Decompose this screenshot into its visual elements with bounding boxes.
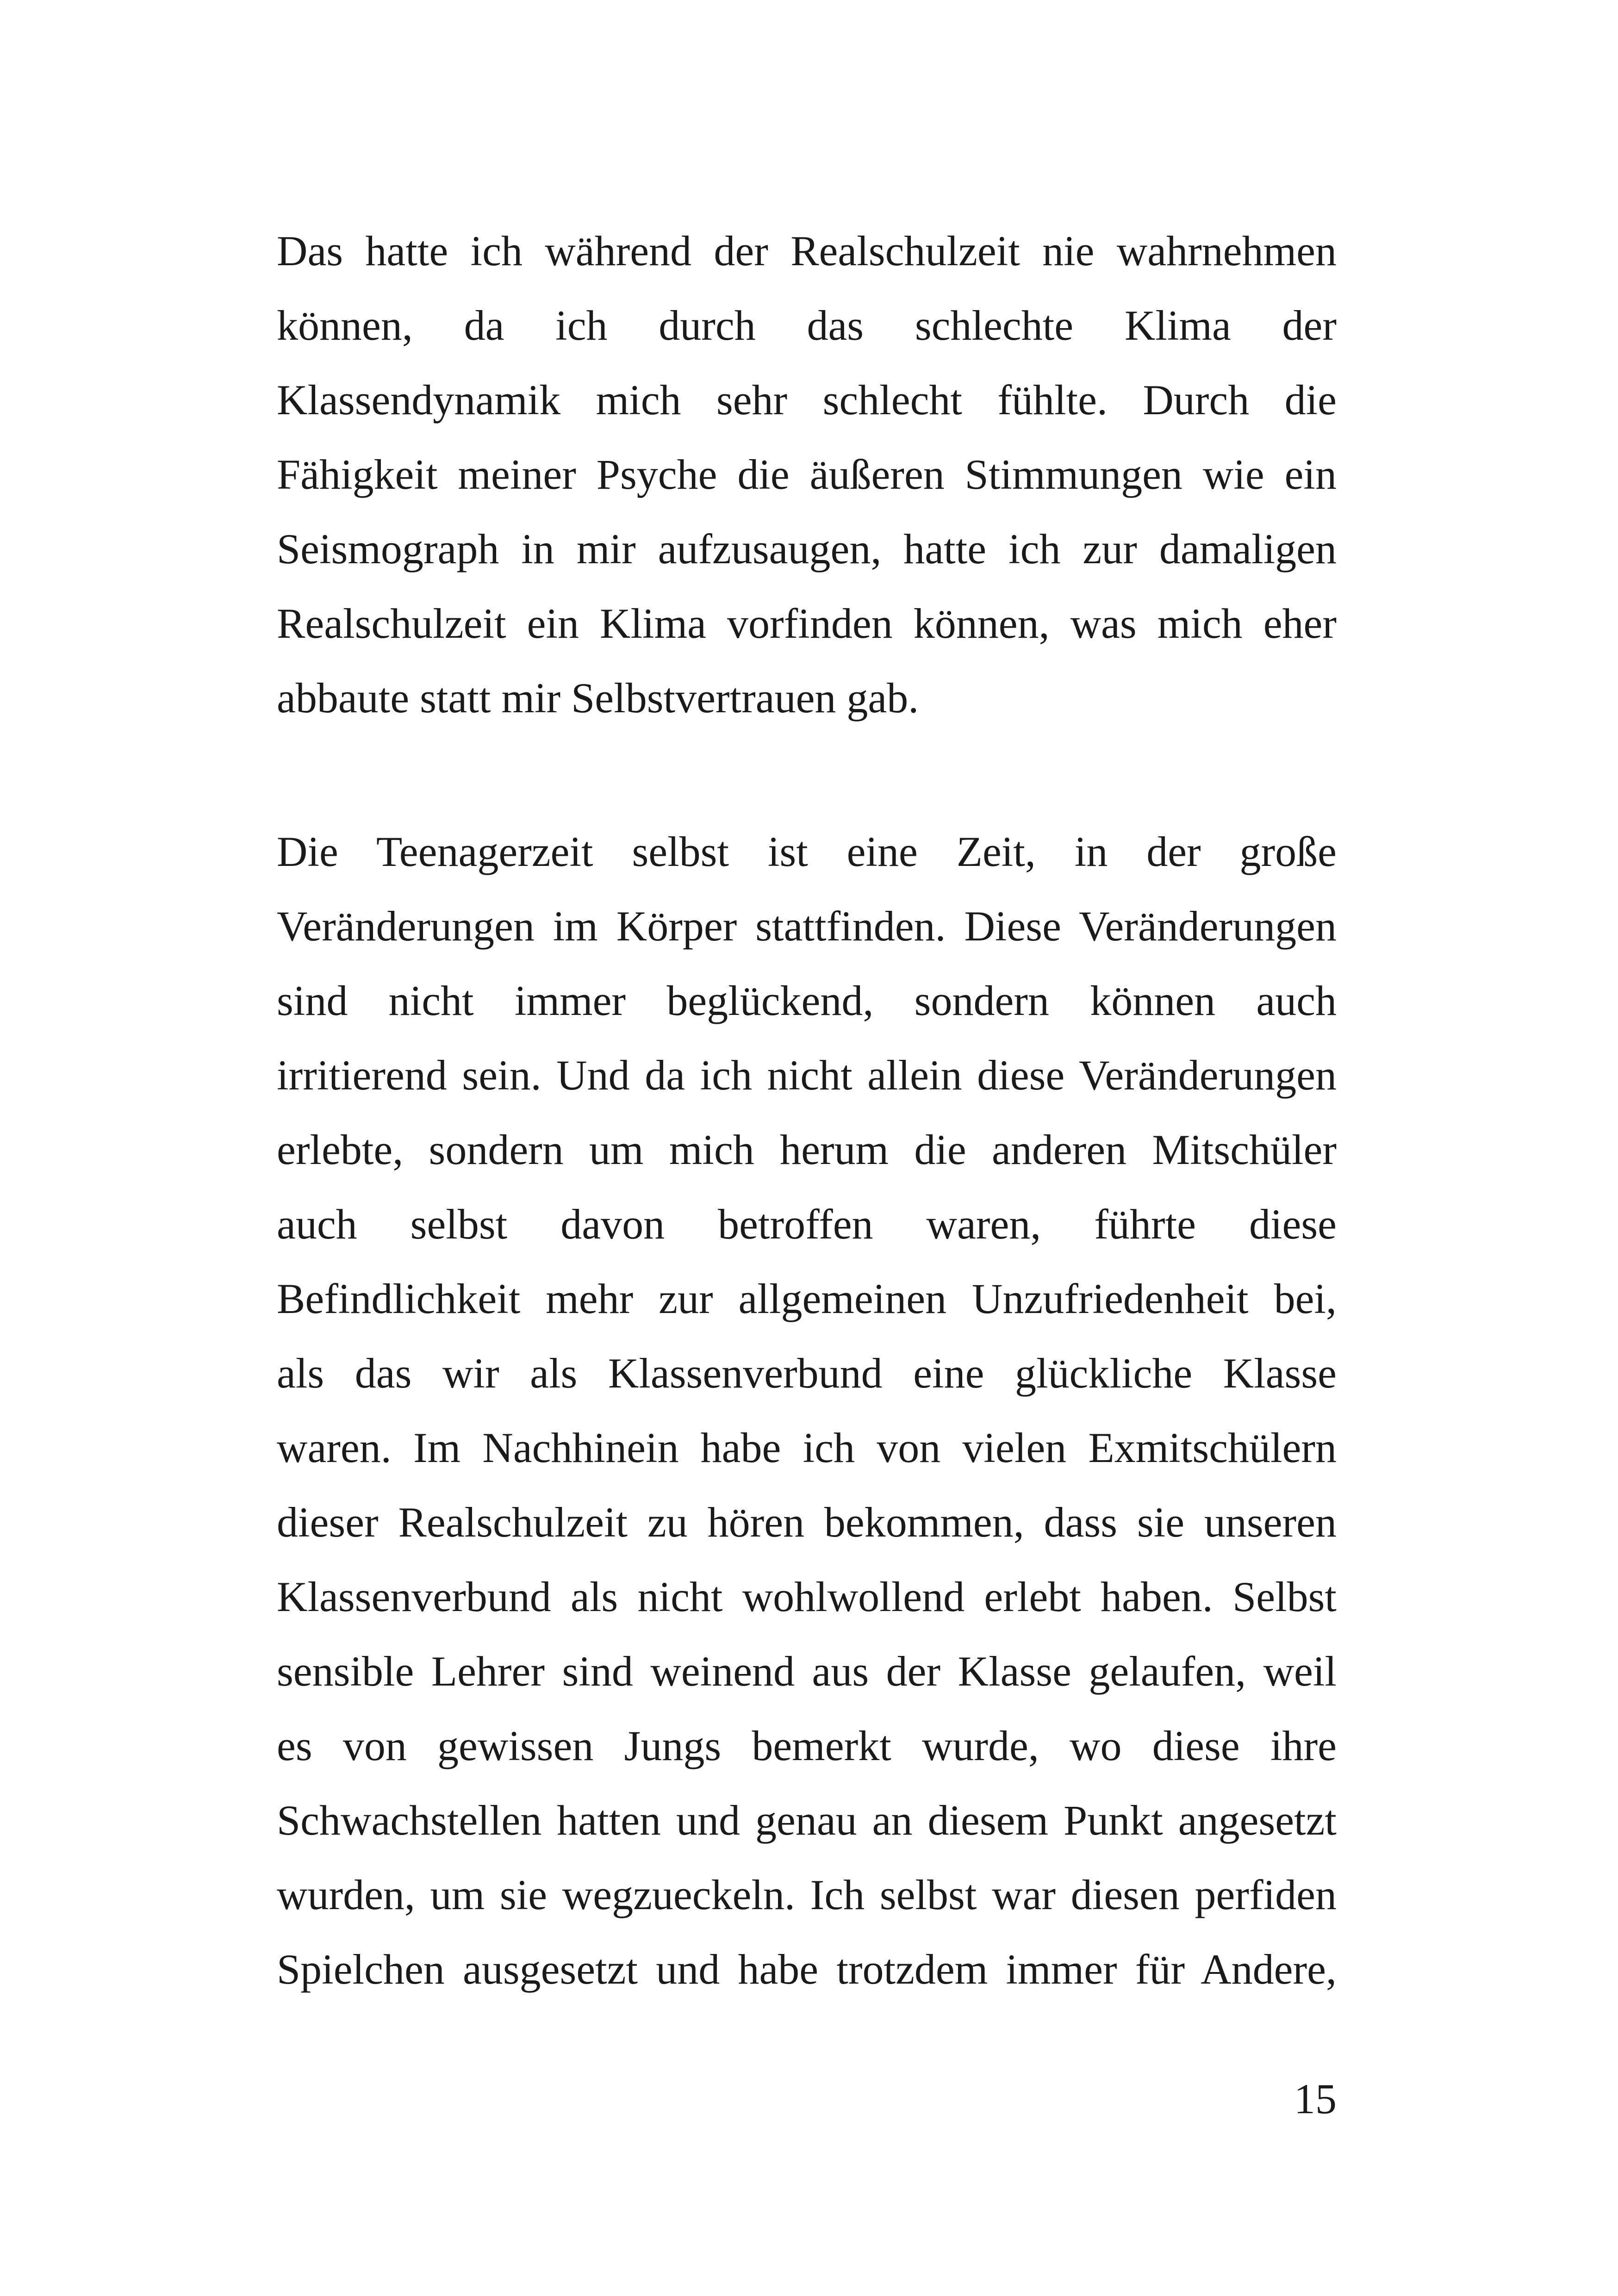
text-line: als das wir als Klassenverbund eine glückliche Klasse	[277, 1350, 1337, 1397]
text-line: Fähigkeit meiner Psyche die äußeren Stimmungen wie ein	[277, 451, 1337, 498]
text-line: waren. Im Nachhinein habe ich von vielen Exmitschülern	[277, 1424, 1337, 1471]
text-line: abbaute statt mir Selbstvertrauen gab.	[277, 674, 919, 722]
page-number: 15	[1294, 2075, 1337, 2122]
text-line: können, da ich durch das schlechte Klima der	[277, 302, 1337, 349]
text-line: dieser Realschulzeit zu hören bekommen, dass sie unseren	[277, 1499, 1337, 1546]
text-line: Schwachstellen hatten und genau an diesem Punkt angesetzt	[277, 1797, 1337, 1844]
text-line: auch selbst davon betroffen waren, führte diese	[277, 1201, 1337, 1248]
text-line: Realschulzeit ein Klima vorfinden können, was mich eher	[277, 600, 1337, 647]
text-line: Spielchen ausgesetzt und habe trotzdem immer für Andere,	[277, 1946, 1337, 1993]
text-line: irritierend sein. Und da ich nicht allein diese Veränderungen	[277, 1052, 1337, 1099]
text-line: Klassenverbund als nicht wohlwollend erlebt haben. Selbst	[277, 1573, 1337, 1620]
text-line: wurden, um sie wegzueckeln. Ich selbst war diesen perfiden	[277, 1871, 1337, 1918]
text-line: Befindlichkeit mehr zur allgemeinen Unzufriedenheit bei,	[277, 1275, 1337, 1322]
text-line: sensible Lehrer sind weinend aus der Klasse gelaufen, weil	[277, 1648, 1337, 1695]
text-line: erlebte, sondern um mich herum die anderen Mitschüler	[277, 1126, 1337, 1173]
text-line: Seismograph in mir aufzusaugen, hatte ich zur damaligen	[277, 525, 1337, 572]
paragraph-2	[277, 815, 1337, 2007]
text-line: Klassendynamik mich sehr schlecht fühlte. Durch die	[277, 376, 1337, 423]
text-line: Das hatte ich während der Realschulzeit nie wahrnehmen	[277, 227, 1337, 274]
text-line: Die Teenagerzeit selbst ist eine Zeit, in der große	[277, 828, 1337, 875]
paragraph-1	[277, 214, 1337, 735]
text-line: Veränderungen im Körper stattfinden. Diese Veränderungen	[277, 902, 1337, 950]
text-line: sind nicht immer beglückend, sondern können auch	[277, 977, 1337, 1024]
text-line: es von gewissen Jungs bemerkt wurde, wo diese ihre	[277, 1722, 1337, 1769]
